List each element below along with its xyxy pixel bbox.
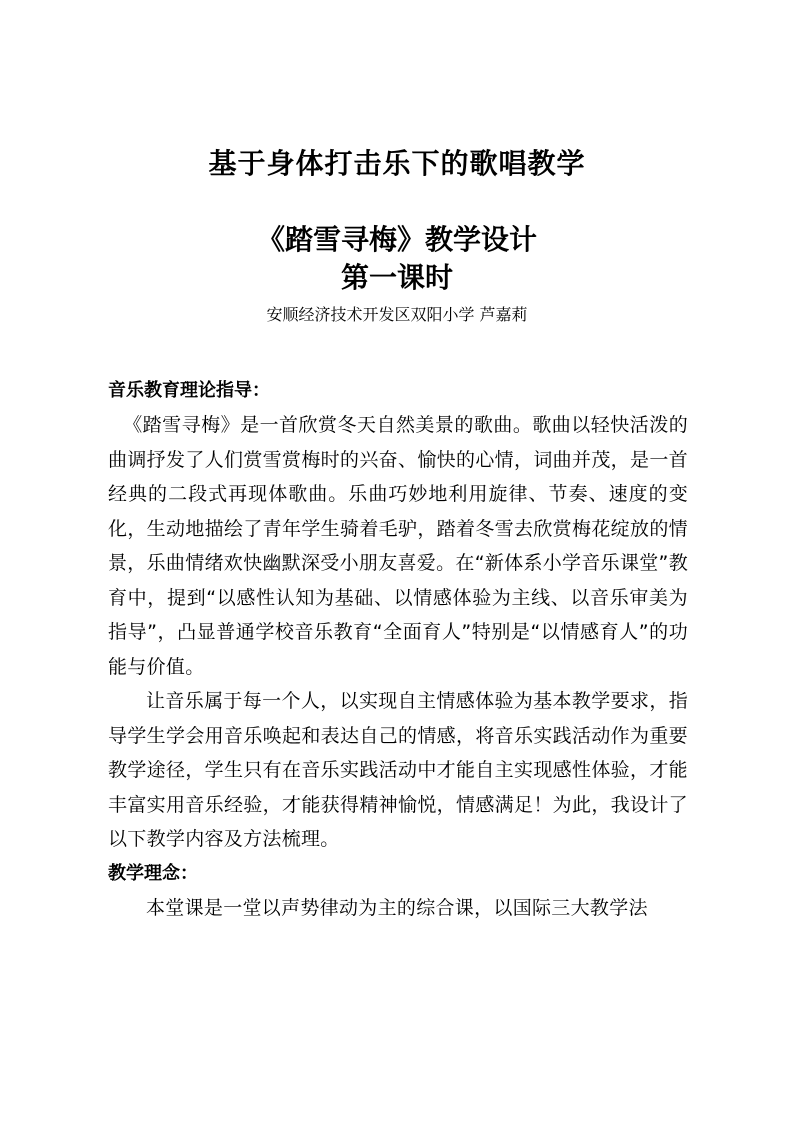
paragraph-lesson-concept: 本堂课是一堂以声势律动为主的综合课，以国际三大教学法 [146, 896, 648, 919]
paragraph-music-for-everyone: 让音乐属于每一个人，以实现自主情感体验为基本教学要求，指导学生学会用音乐唤起和表达自己的情感，将音乐实践活动作为重要教学途径，学生只有在音乐实践活动中才能自主实现感性体验，才能丰富实用音乐经验，才能获得精神愉悦，情感满足！为此，我设计了以下教学内容及方法梳理。 [108, 690, 688, 850]
section-heading-theory: 音乐教育理论指导： [108, 380, 270, 401]
section-heading-philosophy: 教学理念： [108, 862, 198, 884]
document-body [108, 374, 688, 925]
lesson-title: 第一课时 [340, 261, 453, 294]
author-line: 安顺经济技术开发区双阳小学 芦嘉莉 [266, 305, 528, 324]
document-subtitle: 《踏雪寻梅》教学设计 [256, 223, 537, 256]
paragraph-song-intro: 《踏雪寻梅》是一首欣赏冬天自然美景的歌曲。歌曲以轻快活泼的曲调抒发了人们赏雪赏梅时的兴奋、愉快的心情，词曲并茂，是一首经典的二段式再现体歌曲。乐曲巧妙地利用旋律、节奏、速度的变化，生动地描绘了青年学生骑着毛驴，踏着冬雪去欣赏梅花绽放的情景，乐曲情绪欢快幽默深受小朋友喜爱。在“新体系小学音乐课堂”教育中，提到“以感性认知为基础、以情感体验为主线、以音乐审美为指导”，凸显普通学校音乐教育“全面育人”特别是“以情感育人”的功能与价值。 [108, 414, 688, 678]
document-title: 基于身体打击乐下的歌唱教学 [208, 147, 586, 180]
